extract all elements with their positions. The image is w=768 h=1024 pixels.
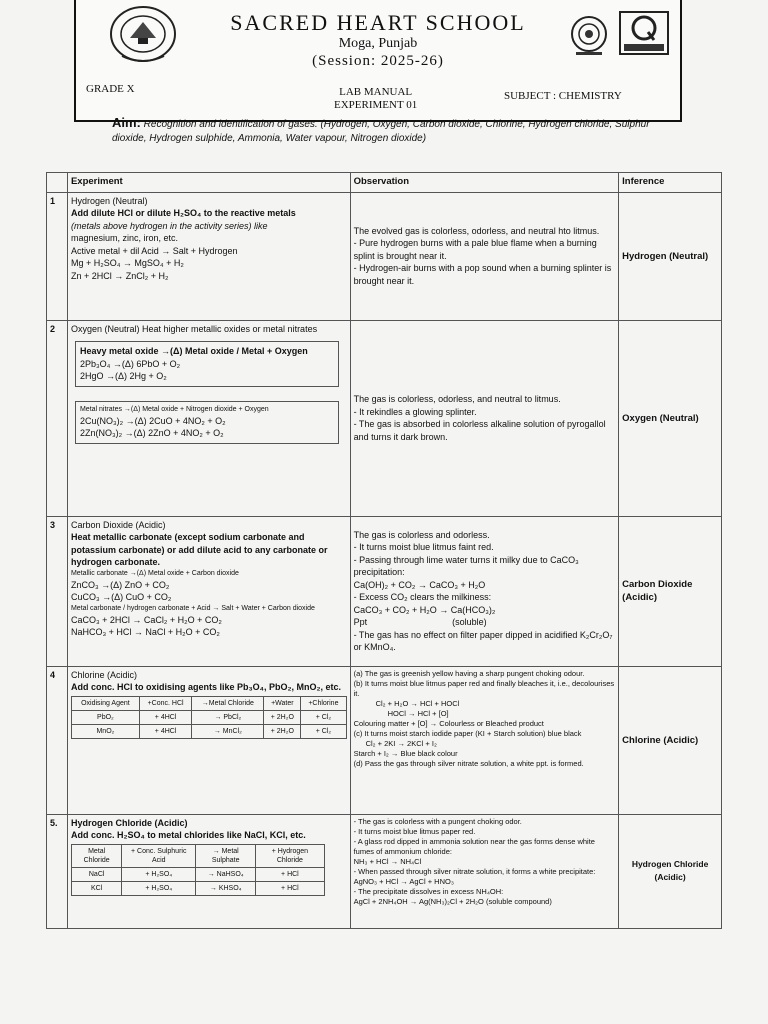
observation-line: - The gas has no effect on filter paper dipped in acidified K₂Cr₂O₇ or KMnO₄. xyxy=(353,629,613,652)
equation: CaCO₃ + 2HCl → CaCl₂ + H₂O + CO₂ xyxy=(70,614,222,625)
experiment-title: Chlorine (Acidic) xyxy=(70,669,137,680)
inference-cell: Oxygen (Neutral) xyxy=(619,320,722,516)
table-row xyxy=(47,516,722,666)
inner-header-row xyxy=(71,844,324,867)
session-label: (Session: 2025-26) xyxy=(312,53,444,69)
inner-cell: + HCl xyxy=(256,867,324,881)
observation-line: Colouring matter + [O] → Colourless or Bleached product xyxy=(353,718,544,728)
inner-header: →Metal Chloride xyxy=(192,696,264,710)
inner-header: Oxidising Agent xyxy=(71,696,139,710)
row-number: 2 xyxy=(47,320,68,516)
inner-cell: + 4HCl xyxy=(139,724,191,738)
table-row xyxy=(47,814,722,928)
observation-line: - The gas is colorless with a pungent choking odor. xyxy=(353,816,522,826)
inference-cell: Hydrogen (Neutral) xyxy=(619,192,722,320)
metal-oxide-box xyxy=(75,341,339,387)
oxidising-agent-table xyxy=(71,696,347,739)
experiment-instruction: Add conc. H₂SO₄ to metal chlorides like NaCl, KCl, etc. xyxy=(70,830,306,840)
observation-cell xyxy=(350,516,619,666)
header-no xyxy=(47,173,68,193)
inner-row xyxy=(71,881,324,895)
observation-line: - Passing through lime water turns it milky due to CaCO₃ precipitation: xyxy=(353,554,579,577)
observation-line: - Hydrogen-air burns with a pop sound when a burning splinter is brought near it. xyxy=(353,263,612,286)
header-experiment: Experiment xyxy=(67,173,350,193)
inference-cell: Chlorine (Acidic) xyxy=(619,666,722,814)
experiment-instruction: Heat metallic carbonate (except sodium carbonate and potassium carbonate) or add dilute acid to any carbonate or hydrogen carbonate. xyxy=(70,532,328,567)
observation-cell xyxy=(350,192,619,320)
observation-line: - The precipitate dissolves in excess NH₄OH: xyxy=(353,886,504,896)
table-header-row xyxy=(47,173,722,193)
inner-cell: + Cl₂ xyxy=(301,724,346,738)
inner-cell: → NaHSO₄ xyxy=(196,867,256,881)
inner-cell: + HCl xyxy=(256,881,324,895)
experiment-line: magnesium, zinc, iron, etc. xyxy=(70,233,179,243)
school-location: Moga, Punjab xyxy=(338,36,418,51)
lab-manual-text: LAB MANUAL xyxy=(339,86,413,98)
header-inference: Inference xyxy=(619,173,722,193)
certification-logo xyxy=(618,10,670,56)
aim-text: Recognition and identification of gases. (Hydrogen, Oxygen, Carbon dioxide, Chlorine, Hydrogen chloride, Sulphur dioxide, Hydrogen sulphide, Ammonia, Water vapour, Nitrogen dioxide) xyxy=(112,119,650,144)
observation-line: - It turns moist blue litmus paper red. xyxy=(353,826,476,836)
observation-line: - It rekindles a glowing splinter. xyxy=(353,406,477,417)
experiment-number: EXPERIMENT 01 xyxy=(334,99,418,111)
experiment-title: Hydrogen (Neutral) xyxy=(70,195,148,206)
equation: Metal nitrates →(Δ) Metal oxide + Nitrogen dioxide + Oxygen xyxy=(79,405,269,413)
observation-line: - It turns moist blue litmus faint red. xyxy=(353,542,494,552)
experiment-cell xyxy=(67,814,350,928)
metal-nitrate-box xyxy=(75,401,339,444)
school-name: SACRED HEART SCHOOL xyxy=(230,10,526,35)
experiment-cell xyxy=(67,516,350,666)
inner-cell: + H₂SO₄ xyxy=(122,867,196,881)
row-number: 5. xyxy=(47,814,68,928)
observation-line: (b) It turns moist blue litmus paper red and finally bleaches it, i.e., decolourises it. xyxy=(353,678,615,698)
inner-cell: + Cl₂ xyxy=(301,710,346,724)
experiment-title: Oxygen (Neutral) Heat higher metallic oxides or metal nitrates xyxy=(70,323,318,334)
inner-cell: PbO₂ xyxy=(71,710,139,724)
experiment-cell xyxy=(67,666,350,814)
inner-cell: → KHSO₄ xyxy=(196,881,256,895)
observation-line: Starch + I₂ → Blue black colour xyxy=(353,748,458,758)
observation-line: (c) It turns moist starch iodide paper (KI + Starch solution) blue black xyxy=(353,728,582,738)
subject-label: SUBJECT : CHEMISTRY xyxy=(504,90,622,102)
equation: CuCO₃ →(Δ) CuO + CO₂ xyxy=(70,592,172,602)
inner-cell: + 4HCl xyxy=(139,710,191,724)
observation-line: Ca(OH)₂ + CO₂ → CaCO₃ + H₂O xyxy=(353,579,486,590)
experiment-cell xyxy=(67,320,350,516)
equation: Metallic carbonate →(Δ) Metal oxide + Carbon dioxide xyxy=(70,569,239,577)
equation: HOCl → HCl + [O] xyxy=(387,708,449,718)
table-row xyxy=(47,192,722,320)
equation: Heavy metal oxide →(Δ) Metal oxide / Metal + Oxygen xyxy=(79,346,308,356)
experiment-cell xyxy=(67,192,350,320)
inner-header: → Metal Sulphate xyxy=(196,844,256,867)
experiment-label xyxy=(334,86,417,112)
inner-header: + Conc. Sulphuric Acid xyxy=(122,844,196,867)
equation: Metal carbonate / hydrogen carbonate + Acid → Salt + Water + Carbon dioxide xyxy=(70,604,315,612)
experiment-instruction: Add conc. HCl to oxidising agents like Pb₃O₄, PbO₂, MnO₂, etc. xyxy=(70,682,341,692)
experiment-line: (metals above hydrogen in the activity series) like xyxy=(70,220,268,231)
observation-line: Ppt (soluble) xyxy=(353,617,487,627)
accreditation-seal-logo xyxy=(564,14,614,56)
metal-chloride-table xyxy=(71,844,325,896)
observation-line: - Pure hydrogen burns with a pale blue flame when a burning splint is brought near it. xyxy=(353,238,597,261)
inner-cell: NaCl xyxy=(71,867,121,881)
observation-line: The evolved gas is colorless, odorless, and neutral hto litmus. xyxy=(353,225,600,236)
header-box xyxy=(74,0,682,122)
inner-cell: → MnCl₂ xyxy=(192,724,264,738)
equation: AgNO₃ + HCl → AgCl + HNO₃ xyxy=(353,876,454,886)
experiment-table xyxy=(46,172,722,929)
equation: 2Cu(NO₃)₂ →(Δ) 2CuO + 4NO₂ + O₂ xyxy=(79,415,226,426)
inner-cell: + H₂SO₄ xyxy=(122,881,196,895)
aim-label: Aim: xyxy=(112,115,141,130)
equation: 2Pb₃O₄ →(Δ) 6PbO + O₂ xyxy=(79,358,181,369)
observation-line: CaCO₃ + CO₂ + H₂O → Ca(HCO₃)₂ xyxy=(353,604,496,615)
equation: Mg + H₂SO₄ → MgSO₄ + H₂ xyxy=(70,258,184,268)
experiment-title: Carbon Dioxide (Acidic) xyxy=(70,519,166,530)
observation-line: (d) Pass the gas through silver nitrate solution, a white ppt. is formed. xyxy=(353,758,584,768)
equation: Cl₂ + H₂O → HCl + HOCl xyxy=(375,698,460,708)
observation-cell xyxy=(350,814,619,928)
row-number: 3 xyxy=(47,516,68,666)
observation-line: - A glass rod dipped in ammonia solution near the gas forms dense white fumes of ammonium chloride: xyxy=(353,836,595,856)
inner-cell: + 2H₂O xyxy=(264,724,301,738)
inner-header: +Water xyxy=(264,696,301,710)
row-number: 1 xyxy=(47,192,68,320)
inference-cell: Carbon Dioxide (Acidic) xyxy=(619,516,722,666)
equation: NH₃ + HCl → NH₄Cl xyxy=(353,856,422,866)
table-row xyxy=(47,320,722,516)
equation: ZnCO₃ →(Δ) ZnO + CO₂ xyxy=(70,579,170,590)
equation: NaHCO₃ + HCl → NaCl + H₂O + CO₂ xyxy=(70,627,220,637)
observation-cell xyxy=(350,666,619,814)
row-number: 4 xyxy=(47,666,68,814)
experiment-line: Add dilute HCl or dilute H₂SO₄ to the reactive metals xyxy=(70,208,296,218)
table-row xyxy=(47,666,722,814)
experiment-title: Hydrogen Chloride (Acidic) xyxy=(70,817,188,828)
inner-header: +Conc. HCl xyxy=(139,696,191,710)
observation-line: - The gas is absorbed in colorless alkaline solution of pyrogallol and turns it dark brown. xyxy=(353,419,606,442)
aim-section xyxy=(112,116,672,146)
grade-label: GRADE X xyxy=(86,83,135,95)
inner-row xyxy=(71,710,346,724)
inner-header: +Chlorine xyxy=(301,696,346,710)
equation: AgCl + 2NH₄OH → Ag(NH₃)₂Cl + 2H₂O (soluble compound) xyxy=(353,896,552,906)
inner-header: Metal Chloride xyxy=(71,844,121,867)
equation: 2HgO →(Δ) 2Hg + O₂ xyxy=(79,371,167,381)
inner-header-row xyxy=(71,696,346,710)
observation-cell xyxy=(350,320,619,516)
header-observation: Observation xyxy=(350,173,619,193)
inner-cell: → PbCl₂ xyxy=(192,710,264,724)
observation-line: - Excess CO₂ clears the milkiness: xyxy=(353,592,492,602)
equation: Zn + 2HCl → ZnCl₂ + H₂ xyxy=(70,270,169,281)
inner-cell: MnO₂ xyxy=(71,724,139,738)
inference-cell: Hydrogen Chloride (Acidic) xyxy=(619,814,722,928)
inner-cell: KCl xyxy=(71,881,121,895)
inner-row xyxy=(71,724,346,738)
inner-header: + Hydrogen Chloride xyxy=(256,844,324,867)
inner-row xyxy=(71,867,324,881)
observation-line: - When passed through silver nitrate solution, it forms a white precipitate: xyxy=(353,866,596,876)
inner-cell: + 2H₂O xyxy=(264,710,301,724)
equation: Cl₂ + 2KI → 2KCl + I₂ xyxy=(365,738,437,748)
equation: 2Zn(NO₃)₂ →(Δ) 2ZnO + 4NO₂ + O₂ xyxy=(79,428,224,438)
observation-line: The gas is colorless, odorless, and neutral to litmus. xyxy=(353,394,561,404)
experiment-line: Active metal + dil Acid → Salt + Hydrogen xyxy=(70,245,238,256)
observation-line: (a) The gas is greenish yellow having a sharp pungent choking odour. xyxy=(353,668,585,678)
observation-line: The gas is colorless and odorless. xyxy=(353,529,490,540)
